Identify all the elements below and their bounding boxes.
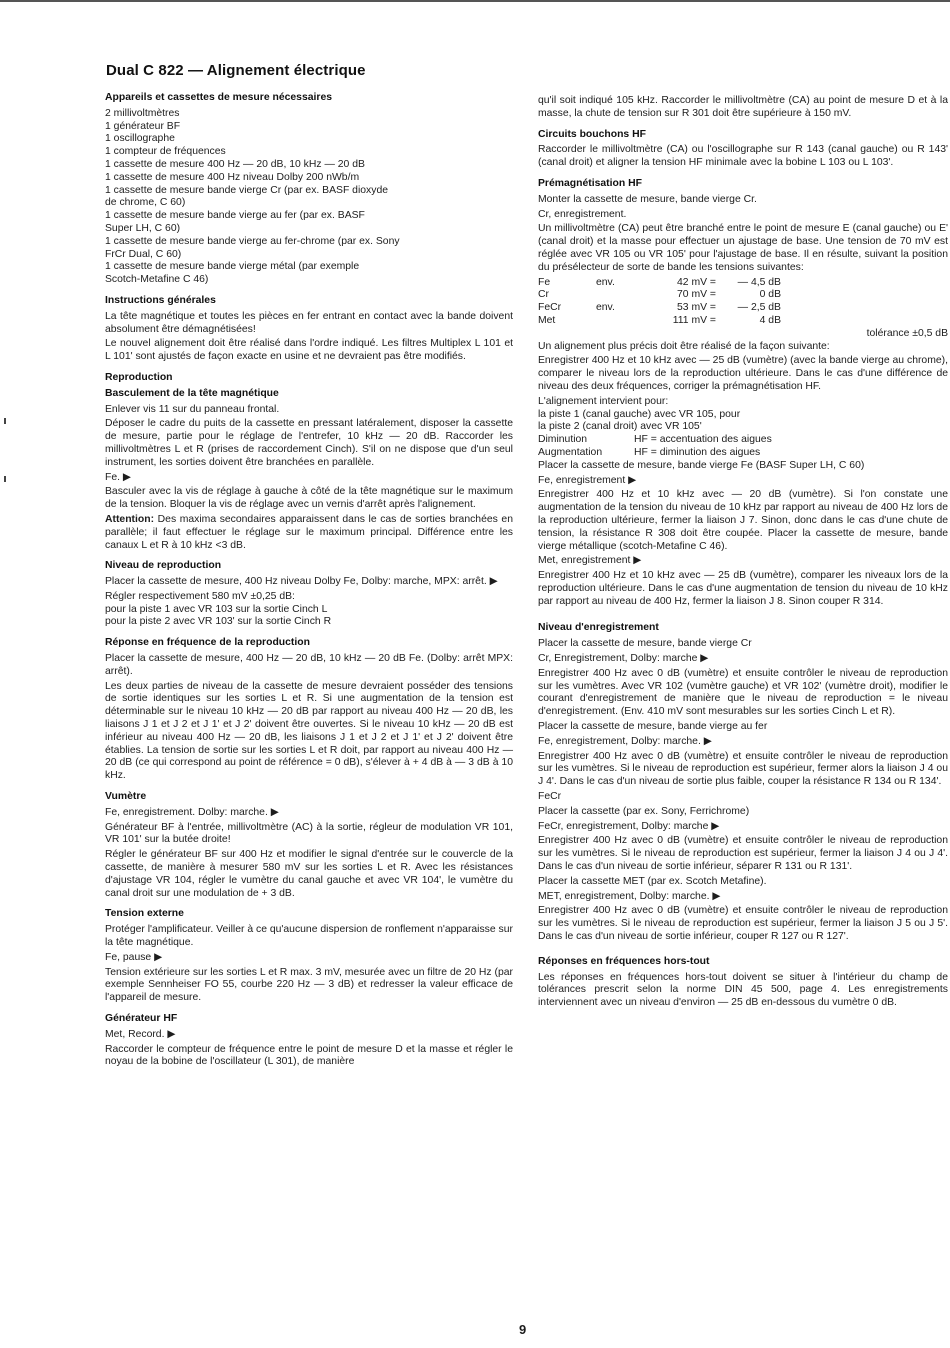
paragraph: Un alignement plus précis doit être réalisé de la façon suivante: bbox=[538, 340, 830, 352]
list-item: 1 cassette de mesure 400 Hz niveau Dolby 200 nWb/m bbox=[105, 171, 360, 183]
paragraph: Raccorder le millivoltmètre (CA) ou l'oscillographe sur R 143 (canal gauche) ou R 143' (canal droit) et aligner la tension HF minimale avec la bobine L 103 ou L 103'. bbox=[538, 144, 948, 169]
paragraph: Tension extérieure sur les sorties L et R max. 3 mV, mesurée avec un filtre de 20 Hz (par exemple Sennheiser FO 55, courbe 220 Hz — 3 dB) et redresser la valeur efficace de l'appareil de mesure. bbox=[105, 966, 513, 1004]
paragraph: Fe, pause ▶ bbox=[105, 951, 163, 963]
section-heading-reproduction: Reproduction bbox=[105, 371, 173, 383]
diminution-label: Diminution bbox=[538, 434, 588, 446]
paragraph: Enlever vis 11 sur du panneau frontal. bbox=[105, 403, 280, 415]
approx-note: env. bbox=[596, 276, 615, 288]
left-column bbox=[105, 92, 513, 1071]
page-number: 9 bbox=[519, 1322, 527, 1337]
list-item: 1 compteur de fréquences bbox=[105, 146, 226, 158]
list-item: 1 cassette de mesure bande vierge au fer-chrome (par ex. Sony bbox=[105, 235, 400, 247]
tape-type: Cr bbox=[538, 289, 549, 301]
paragraph: Enregistrer 400 Hz avec 0 dB (vumètre) et ensuite contrôler le niveau de reproduction sur les vumètres. Si le niveau de reproduction est supérieur, fermer la liaison J 4 ou J 4'. Dans le cas d'un niveau de sortie inférieur, séparer R 131 ou R 131'. bbox=[538, 835, 948, 873]
diminution-row bbox=[538, 434, 948, 447]
section-heading-general: Instructions générales bbox=[105, 294, 216, 306]
section-heading-frequency: Réponse en fréquence de la reproduction bbox=[105, 637, 310, 649]
paragraph: Monter la cassette de mesure, bande vierge Cr. bbox=[538, 193, 757, 205]
list-item: 1 générateur BF bbox=[105, 120, 181, 132]
paragraph: Les réponses en fréquences hors-tout doivent se situer à l'intérieur du champ de tolérances prescrit selon la norme DIN 45 500, page 4. Les enregistrements interviennent avec un niveau d'environ — 25 dB en-dessous du vumètre 0 dB. bbox=[538, 971, 948, 1009]
paragraph: Cr, Enregistrement, Dolby: marche ▶ bbox=[538, 653, 709, 665]
paragraph: L'alignement intervient pour: bbox=[538, 395, 669, 407]
paragraph: pour la piste 1 avec VR 103 sur la sortie Cinch L bbox=[105, 603, 328, 615]
table-row bbox=[538, 277, 948, 290]
approx-note: env. bbox=[596, 302, 615, 314]
list-item: Super LH, C 60) bbox=[105, 222, 181, 234]
paragraph: Enregistrer 400 Hz et 10 kHz avec — 20 dB (vumètre). Si l'on constate une augmentation de la tension du niveau de 10 kHz par rapport au niveau de 400 Hz lors de la reproduction ultérieure, fermer la liaison J 7. Sinon, donc dans le cas d'une chute de tension, la résistance R 308 doit être coupée. Placer la cassette de mesure, bande vierge métallique (scotch-Metafine C 46). bbox=[538, 489, 948, 552]
list-item: 1 oscillographe bbox=[105, 133, 175, 145]
paragraph: Raccorder le compteur de fréquence entre le point de mesure D et la masse et régler le noyau de la bobine de l'oscillateur (L 301), de manière bbox=[105, 1043, 513, 1068]
diminution-text: HF = accentuation des aigues bbox=[634, 434, 772, 446]
page-title: Dual C 822 — Alignement électrique bbox=[106, 62, 366, 79]
tape-type: Met bbox=[538, 314, 556, 326]
paragraph: la piste 1 (canal gauche) avec VR 105, pour bbox=[538, 408, 741, 420]
voltage-value: 42 mV = bbox=[677, 276, 716, 288]
db-value: — 4,5 dB bbox=[737, 276, 781, 288]
paragraph: MET, enregistrement, Dolby: marche. ▶ bbox=[538, 890, 721, 902]
attention-text: Des maxima secondaires apparaissent dans le cas de sorties branchées en parallèle; il faut effectuer le réglage sur le maximum principal. Différence entre les canaux L et R à 10 kHz <3 dB. bbox=[105, 513, 513, 551]
subheading-head-tilt: Basculement de la tête magnétique bbox=[105, 387, 279, 399]
section-heading-generator: Générateur HF bbox=[105, 1013, 178, 1024]
section-heading-record-level: Niveau d'enregistrement bbox=[538, 622, 659, 634]
section-heading-level: Niveau de reproduction bbox=[105, 560, 222, 572]
section-heading-premag: Prémagnétisation HF bbox=[538, 177, 642, 189]
voltage-value: 70 mV = bbox=[677, 289, 716, 301]
top-border-line bbox=[0, 0, 950, 2]
paragraph: Régler le générateur BF sur 400 Hz et modifier le signal d'entrée sur le couvercle de la cassette, de manière à mesurer 580 mV sur les sorties L et R. Avec les résistances d'ajustage VR 104, régler le vumètre du canal gauche et avec VR 104', le vumètre du canal droit sur une modulation de + 3 dB. bbox=[105, 849, 513, 899]
paragraph: Placer la cassette MET (par ex. Scotch Metafine). bbox=[538, 875, 767, 887]
paragraph: la piste 2 (canal droit) avec VR 105' bbox=[538, 421, 702, 433]
paragraph: Met, enregistrement ▶ bbox=[538, 555, 642, 567]
paragraph: Protéger l'amplificateur. Veiller à ce qu'aucune dispersion de ronflement n'apparaisse sur la tête magnétique. bbox=[105, 924, 513, 949]
list-item: 1 cassette de mesure 400 Hz — 20 dB, 10 kHz — 20 dB bbox=[105, 158, 365, 170]
paragraph: FeCr, enregistrement, Dolby: marche ▶ bbox=[538, 820, 720, 832]
section-heading-overall: Réponses en fréquences hors-tout bbox=[538, 955, 710, 967]
paragraph: Cr, enregistrement. bbox=[538, 208, 627, 220]
voltage-table bbox=[538, 277, 948, 328]
paragraph: Fe, enregistrement. Dolby: marche. ▶ bbox=[105, 806, 279, 818]
paragraph: FeCr bbox=[538, 791, 562, 803]
approx-note bbox=[596, 289, 634, 302]
voltage-value: 111 mV = bbox=[672, 314, 716, 326]
db-value: 4 dB bbox=[759, 314, 781, 326]
augmentation-row bbox=[538, 447, 948, 460]
augmentation-text: HF = diminution des aigues bbox=[634, 446, 761, 458]
right-column bbox=[538, 95, 948, 1012]
list-item: 1 cassette de mesure bande vierge au fer (par ex. BASF bbox=[105, 210, 365, 222]
db-value: 0 dB bbox=[759, 289, 781, 301]
list-item: de chrome, C 60) bbox=[105, 197, 186, 209]
equipment-list bbox=[105, 108, 513, 287]
paragraph: Fe, enregistrement ▶ bbox=[538, 474, 637, 486]
margin-mark bbox=[4, 418, 6, 424]
section-heading-vumeter: Vumètre bbox=[105, 791, 147, 803]
paragraph: La tête magnétique et toutes les pièces en fer entrant en contact avec la bande doivent absolument être démagnétisées! bbox=[105, 310, 513, 335]
section-heading-traps: Circuits bouchons HF bbox=[538, 128, 646, 140]
paragraph: Régler respectivement 580 mV ±0,25 dB: bbox=[105, 590, 295, 602]
paragraph: Basculer avec la vis de réglage à gauche à côté de la tête magnétique sur le maximum de la tension. Bloquer la vis de réglage avec un vernis d'arrêt après l'alignement. bbox=[105, 486, 513, 511]
paragraph: Enregistrer 400 Hz et 10 kHz avec — 25 dB (vumètre) (avec la bande vierge au chrome), comparer le niveau lors de la reproduction ultérieure. Dans le cas d'une différence de niveau des deux fréquences, corriger la prémagnétisation HF. bbox=[538, 355, 948, 392]
paragraph: Enregistrer 400 Hz avec 0 dB (vumètre) et ensuite contrôler le niveau de reproduction sur les vumètres. Avec VR 102 (vumètre gauche) et VR 102' (vumètre droit), modifier le courant d'enregistrement de manière que le niveau de reproduction = le niveau d'enregistrement. (Env. 410 mV sont mesurables sur les sorties Cinch L et R). bbox=[538, 667, 948, 718]
tape-type: FeCr bbox=[538, 302, 562, 314]
paragraph: Met, Record. ▶ bbox=[105, 1028, 176, 1040]
paragraph: Placer la cassette de mesure, bande vierge au fer bbox=[538, 721, 768, 733]
augmentation-label: Augmentation bbox=[538, 446, 603, 458]
tolerance-note: tolérance ±0,5 dB bbox=[866, 327, 948, 339]
section-heading-equipment: Appareils et cassettes de mesure nécessaires bbox=[105, 92, 332, 103]
table-row bbox=[538, 315, 948, 328]
paragraph: Les deux parties de niveau de la cassette de mesure devraient posséder des tensions de sortie identiques sur les sorties L et R. Si une augmentation de la tension est déterminable sur le niveau 10 kHz — 20 dB par rapport au niveau 400 Hz — 20 dB, les liaisons J 1 et J 2 et J 1' et J 2' doivent être ouvertes. Si le niveau 10 kHz — 20 dB est inférieur au niveau 400 Hz — 20 dB, les liaisons J 1 et J 2 et J 1' et J 2' doivent être établies. La tension de sortie sur les sorties L et R doit, par rapport au niveau 400 Hz — 20 dB (ce qui correspond au point de référence = 0 dB), s'élever à + 4 dB à — 3 dB à 10 kHz. bbox=[105, 680, 513, 782]
paragraph: Un millivoltmètre (CA) peut être branché entre le point de mesure E (canal gauche) ou E' (canal droit) et la masse pour effectuer un ajustage de base. Une tension de 70 mV est réglée avec VR 105 ou VR 105' pour l'ajustage de base. Il en résulte, suivant la position du présélecteur de sorte de bande les tensions suivantes: bbox=[538, 223, 948, 273]
paragraph: Le nouvel alignement doit être réalisé dans l'ordre indiqué. Les filtres Multiplex L 101 et L 101' sont ajustés de façon exacte en usine et ne devraient pas être modifiés. bbox=[105, 338, 513, 363]
paragraph: Déposer le cadre du puits de la cassette en pressant latéralement, disposer la cassette de mesure, partie pour le réglage de l'entrefer, 10 kHz — 20 dB. Raccorder les millivoltmètres L et R (prises de raccordement Cinch). S'il on ne dispose que d'un seul instrument, les sorties doivent être branchées en parallèle. bbox=[105, 418, 513, 468]
paragraph: Placer la cassette de mesure, bande vierge Cr bbox=[538, 638, 752, 650]
attention-label: Attention: bbox=[105, 513, 155, 525]
tape-type: Fe bbox=[538, 276, 551, 288]
section-heading-tension: Tension externe bbox=[105, 908, 184, 920]
list-item: 2 millivoltmètres bbox=[105, 107, 180, 119]
paragraph: Générateur BF à l'entrée, millivoltmètre (AC) à la sortie, régleur de modulation VR 101, VR 101' sur la butée droite! bbox=[105, 821, 513, 846]
voltage-value: 53 mV = bbox=[677, 302, 716, 314]
paragraph: Placer la cassette (par ex. Sony, Ferrichrome) bbox=[538, 805, 750, 817]
list-item: FrCr Dual, C 60) bbox=[105, 248, 182, 260]
paragraph: qu'il soit indiqué 105 kHz. Raccorder le millivoltmètre (CA) au point de mesure D et à la masse, la chute de tension sur R 301 doit être supérieure à 150 mV. bbox=[538, 95, 948, 119]
table-row bbox=[538, 302, 948, 315]
paragraph: Placer la cassette de mesure, bande vierge Fe (BASF Super LH, C 60) bbox=[538, 459, 865, 471]
paragraph: Enregistrer 400 Hz et 10 kHz avec — 25 dB (vumètre), comparer les niveaux lors de la reproduction ultérieure. Dans le cas d'une augmentation de tension du niveau de 10 kHz par rapport au niveau de 400 Hz, fermer la liaison J 8. Sinon couper R 314. bbox=[538, 570, 948, 607]
paragraph: Fe. ▶ bbox=[105, 471, 131, 483]
paragraph: Fe, enregistrement, Dolby: marche. ▶ bbox=[538, 735, 712, 747]
paragraph: Enregistrer 400 Hz avec 0 dB (vumètre) et ensuite contrôler le niveau de reproduction sur les vumètres. Si le niveau de reproduction est supérieur, fermer la liaison J 5 ou J 5'. Dans le cas d'un niveau de sortie inférieur, couper R 127 ou R 127'. bbox=[538, 905, 948, 943]
paragraph: pour la piste 2 avec VR 103' sur la sortie Cinch R bbox=[105, 616, 332, 628]
paragraph: Placer la cassette de mesure, 400 Hz niveau Dolby Fe, Dolby: marche, MPX: arrêt. ▶ bbox=[105, 576, 498, 588]
approx-note bbox=[596, 315, 634, 328]
list-item: 1 cassette de mesure bande vierge métal (par exemple bbox=[105, 261, 360, 273]
margin-mark bbox=[4, 476, 6, 482]
attention-paragraph bbox=[105, 514, 513, 552]
paragraph: Enregistrer 400 Hz avec 0 dB (vumètre) et ensuite contrôler le niveau de reproduction sur les vumètres. Si le niveau de reproduction est supérieur, fermer alors la liaison J 4 ou J 4'. Dans le cas d'un niveau de sortie plus faible, couper la résistance R 134 ou R 134'. bbox=[538, 750, 948, 788]
list-item: 1 cassette de mesure bande vierge Cr (par ex. BASF dioxyde bbox=[105, 184, 388, 196]
table-row bbox=[538, 289, 948, 302]
db-value: — 2,5 dB bbox=[737, 302, 781, 314]
paragraph: Placer la cassette de mesure, 400 Hz — 20 dB, 10 kHz — 20 dB Fe. (Dolby: arrêt MPX: arrêt). bbox=[105, 653, 513, 677]
list-item: Scotch-Metafine C 46) bbox=[105, 274, 209, 286]
